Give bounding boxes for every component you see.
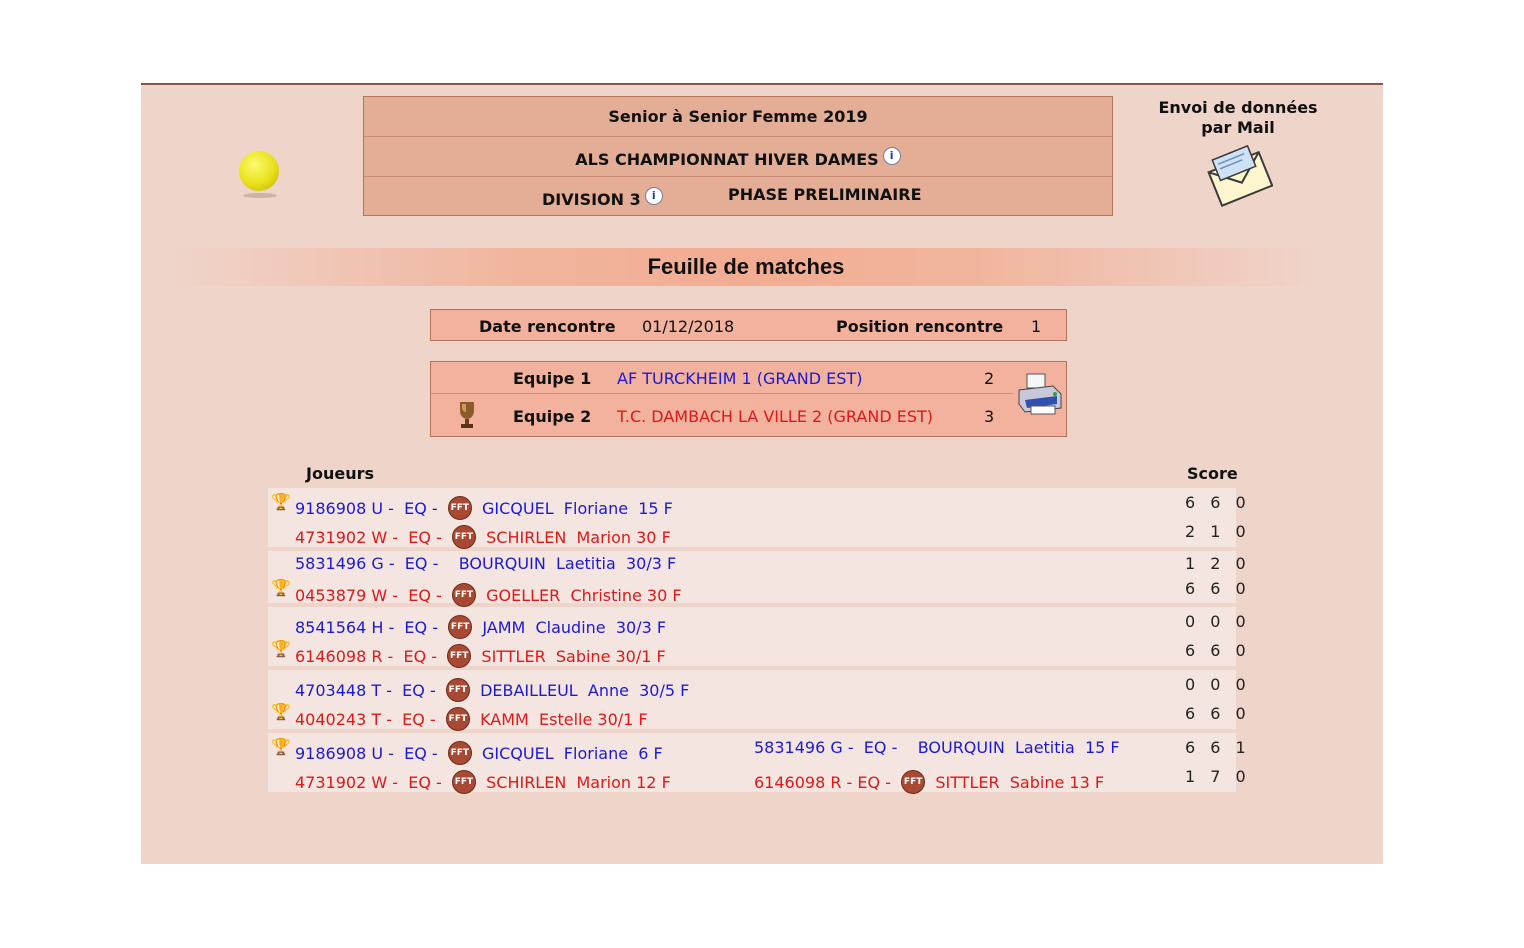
fft-logo-icon: FFT [446, 678, 470, 702]
match-row [268, 551, 1251, 605]
date-value: 01/12/2018 [642, 317, 735, 336]
trophy-icon: 🏆 [271, 578, 291, 597]
meeting-info [430, 309, 1067, 341]
mail-envelope-icon[interactable] [1207, 145, 1273, 215]
info-icon[interactable]: i [883, 147, 901, 165]
category-title: Senior à Senior Femme 2019 [608, 107, 868, 126]
fft-logo-icon: FFT [901, 770, 925, 794]
score-home: 6 6 1 [1185, 738, 1251, 757]
player-away[interactable]: 4040243 T - EQ - FFT KAMM Estelle 30/1 F [295, 707, 648, 731]
fft-logo-icon: FFT [452, 583, 476, 607]
double-away-player1[interactable]: 4731902 W - EQ - FFT SCHIRLEN Marion 12 F [295, 770, 671, 794]
division-title: DIVISION 3 i [542, 187, 663, 209]
player-home[interactable]: 9186908 U - EQ - FFT GICQUEL Floriane 15 F [295, 496, 673, 520]
teams-box [430, 361, 1067, 437]
player-away[interactable]: 4731902 W - EQ - FFT SCHIRLEN Marion 30 F [295, 525, 671, 549]
player-home[interactable]: 4703448 T - EQ - FFT DEBAILLEUL Anne 30/5 F [295, 678, 689, 702]
trophy-icon: 🏆 [271, 639, 291, 658]
score-home: 6 6 0 [1185, 493, 1251, 512]
fft-logo-icon: FFT [448, 496, 472, 520]
info-icon[interactable]: i [645, 187, 663, 205]
team1-label: Equipe 1 [513, 369, 592, 388]
tennis-ball-icon [239, 151, 279, 191]
competition-header [363, 96, 1113, 216]
score-away: 1 7 0 [1185, 767, 1251, 786]
fft-logo-icon: FFT [448, 615, 472, 639]
mail-title[interactable]: Envoi de données par Mail [1158, 98, 1318, 137]
championship-title: ALS CHAMPIONNAT HIVER DAMES [575, 150, 879, 169]
match-row [268, 607, 1251, 666]
score-away: 6 6 0 [1185, 579, 1251, 598]
ball-shadow [243, 193, 277, 198]
main-panel [141, 83, 1383, 864]
trophy-icon: 🏆 [271, 737, 291, 756]
match-row [268, 670, 1251, 729]
player-home[interactable]: 8541564 H - EQ - FFT JAMM Claudine 30/3 F [295, 615, 666, 639]
sheet-title: Feuille de matches [171, 248, 1321, 286]
score-header: Score [1187, 464, 1238, 483]
fft-logo-icon: FFT [447, 644, 471, 668]
championship-row [364, 147, 1112, 169]
fft-logo-icon: FFT [446, 707, 470, 731]
double-match-row [268, 733, 1251, 792]
date-label: Date rencontre [479, 317, 616, 336]
player-away[interactable]: 6146098 R - EQ - FFT SITTLER Sabine 30/1 F [295, 644, 666, 668]
score-home: 0 0 0 [1185, 612, 1251, 631]
printer-icon[interactable] [1015, 372, 1065, 424]
team1-name[interactable]: AF TURCKHEIM 1 (GRAND EST) [617, 369, 863, 388]
fft-logo-icon: FFT [452, 770, 476, 794]
position-value: 1 [1031, 317, 1042, 336]
trophy-icon: 🏆 [271, 492, 291, 511]
player-home[interactable]: 5831496 G - EQ - BOURQUIN Laetitia 30/3 F [295, 554, 677, 573]
player-away[interactable]: 0453879 W - EQ - FFT GOELLER Christine 30 F [295, 583, 682, 607]
match-row [268, 488, 1251, 547]
score-away: 2 1 0 [1185, 522, 1251, 541]
double-home-player1[interactable]: 9186908 U - EQ - FFT GICQUEL Floriane 6 F [295, 741, 663, 765]
score-home: 1 2 0 [1185, 554, 1251, 573]
position-label: Position rencontre [836, 317, 1004, 336]
fft-logo-icon: FFT [452, 525, 476, 549]
team2-label: Equipe 2 [513, 407, 592, 426]
double-home-player2[interactable]: 5831496 G - EQ - BOURQUIN Laetitia 15 F [754, 738, 1120, 757]
phase-title: PHASE PRELIMINAIRE [728, 185, 922, 204]
trophy-icon [457, 400, 477, 434]
double-away-player2[interactable]: 6146098 R - EQ - FFT SITTLER Sabine 13 F [754, 770, 1104, 794]
trophy-icon: 🏆 [271, 702, 291, 721]
score-away: 6 6 0 [1185, 641, 1251, 660]
score-away: 6 6 0 [1185, 704, 1251, 723]
score-home: 0 0 0 [1185, 675, 1251, 694]
fft-logo-icon: FFT [448, 741, 472, 765]
team2-name[interactable]: T.C. DAMBACH LA VILLE 2 (GRAND EST) [617, 407, 933, 426]
players-header: Joueurs [306, 464, 374, 483]
team2-score: 3 [984, 407, 995, 426]
team1-score: 2 [984, 369, 995, 388]
